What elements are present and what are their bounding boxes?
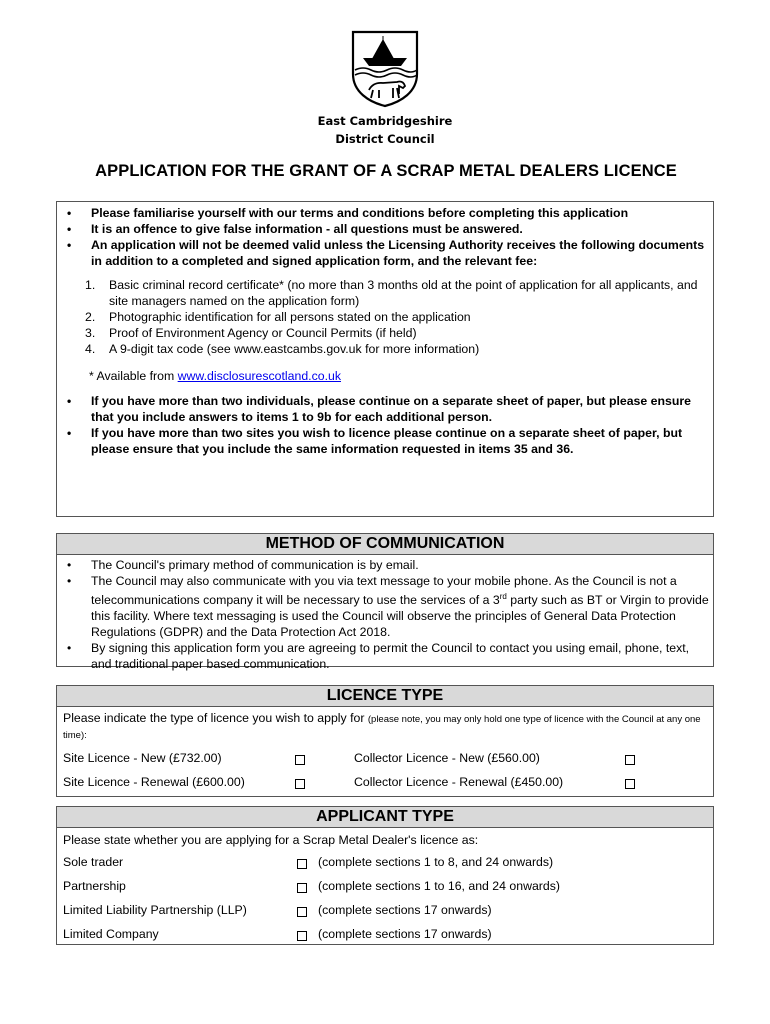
applicant-row-llp <box>57 899 713 923</box>
communication-sup: rd <box>499 592 507 601</box>
site-licence-new-label: Site Licence - New (£732.00) <box>63 751 222 765</box>
applicant-type-note: Please state whether you are applying for a Scrap Metal Dealer's licence as: <box>63 833 479 847</box>
communication-text: The Council may also communicate with you via text message to your mobile phone. As the Council is not a telecommunications company it will be necessary to use the services of a 3 <box>91 574 677 608</box>
availability-prefix: * Available from <box>89 369 178 383</box>
required-documents-list <box>57 277 713 357</box>
llp-checkbox[interactable] <box>297 907 307 917</box>
communication-title: METHOD OF COMMUNICATION <box>57 534 713 555</box>
council-name <box>0 112 770 148</box>
licence-note-small: (please note, you may only hold one type of licence with the Council at any one time): <box>63 714 701 741</box>
partnership-checkbox[interactable] <box>297 883 307 893</box>
licence-type-title: LICENCE TYPE <box>57 686 713 707</box>
document-item <box>57 325 713 341</box>
llp-label: Limited Liability Partnership (LLP) <box>63 903 247 917</box>
council-name-line2: District Council <box>335 132 435 146</box>
sole-trader-sections: (complete sections 1 to 8, and 24 onwards) <box>318 855 554 869</box>
licence-type-section <box>56 685 714 797</box>
page-title: APPLICATION FOR THE GRANT OF A SCRAP METAL DEALERS LICENCE <box>95 162 677 180</box>
instruction-item: • It is an offence to give false information - all questions must be answered. <box>57 221 713 237</box>
communication-list <box>57 557 713 672</box>
site-licence-new-checkbox[interactable] <box>295 755 305 765</box>
communication-text: party such as BT or Virgin to provide this facility. Where text messaging is used the Council will observe the principles of General Data Protection Regulations (GDPR) and the Data Protection Act 2018. <box>91 593 709 640</box>
document-number: 3. <box>85 326 96 340</box>
communication-item <box>57 573 713 640</box>
limited-company-label: Limited Company <box>63 927 159 941</box>
document-item <box>57 341 713 357</box>
instruction-item: • An application will not be deemed valid unless the Licensing Authority receives the following documents in addition to a completed and signed application form, and the relevant fee: <box>57 237 713 269</box>
document-text: Photographic identification for all persons stated on the application <box>109 310 471 324</box>
instructions-list-bottom <box>57 393 713 457</box>
applicant-row-partnership <box>57 875 713 899</box>
llp-sections: (complete sections 17 onwards) <box>318 903 492 917</box>
licence-row-renewal <box>57 771 713 795</box>
site-licence-renewal-checkbox[interactable] <box>295 779 305 789</box>
sole-trader-label: Sole trader <box>63 855 124 869</box>
document-item <box>57 309 713 325</box>
licence-row-new <box>57 747 713 771</box>
instructions-box <box>56 201 714 517</box>
licence-type-note <box>57 707 713 743</box>
limited-company-sections: (complete sections 17 onwards) <box>318 927 492 941</box>
sole-trader-checkbox[interactable] <box>297 859 307 869</box>
collector-licence-new-checkbox[interactable] <box>625 755 635 765</box>
council-name-line1: East Cambridgeshire <box>317 114 453 128</box>
instruction-item: • If you have more than two sites you wish to licence please continue on a separate sheet of paper, but please ensure that you include the same information requested in items 35 and 36. <box>57 425 713 457</box>
communication-item: • By signing this application form you are agreeing to permit the Council to contact you using email, phone, text, and traditional paper based communication. <box>57 640 713 672</box>
disclosure-scotland-link[interactable]: www.disclosurescotland.co.uk <box>177 369 341 383</box>
applicant-row-limited-company <box>57 923 713 947</box>
partnership-sections: (complete sections 1 to 16, and 24 onwards) <box>318 879 560 893</box>
partnership-label: Partnership <box>63 879 126 893</box>
council-crest-icon <box>349 28 421 108</box>
availability-note <box>89 369 713 383</box>
document-number: 4. <box>85 342 96 356</box>
applicant-type-title: APPLICANT TYPE <box>57 807 713 828</box>
collector-licence-renewal-label: Collector Licence - Renewal (£450.00) <box>354 775 564 789</box>
site-licence-renewal-label: Site Licence - Renewal (£600.00) <box>63 775 245 789</box>
communication-section <box>56 533 714 672</box>
instruction-item: • Please familiarise yourself with our terms and conditions before completing this application <box>57 205 713 221</box>
document-number: 2. <box>85 310 96 324</box>
document-item <box>57 277 713 309</box>
document-text: Basic criminal record certificate* (no more than 3 months old at the point of application for all applicants, and site managers named on the application form) <box>109 278 698 308</box>
licence-note-main: Please indicate the type of licence you wish to apply for <box>63 711 368 725</box>
limited-company-checkbox[interactable] <box>297 931 307 941</box>
instructions-list-top <box>57 205 713 269</box>
applicant-row-sole-trader <box>57 851 713 875</box>
document-text: Proof of Environment Agency or Council Permits (if held) <box>109 326 417 340</box>
instruction-item: • If you have more than two individuals, please continue on a separate sheet of paper, but please ensure that you include answers to items 1 to 9b for each additional person. <box>57 393 713 425</box>
collector-licence-new-label: Collector Licence - New (£560.00) <box>354 751 540 765</box>
communication-item: • The Council's primary method of communication is by email. <box>57 557 713 573</box>
document-number: 1. <box>85 278 96 292</box>
document-text: A 9-digit tax code (see www.eastcambs.gov.uk for more information) <box>109 342 480 356</box>
applicant-type-section <box>56 806 714 945</box>
collector-licence-renewal-checkbox[interactable] <box>625 779 635 789</box>
